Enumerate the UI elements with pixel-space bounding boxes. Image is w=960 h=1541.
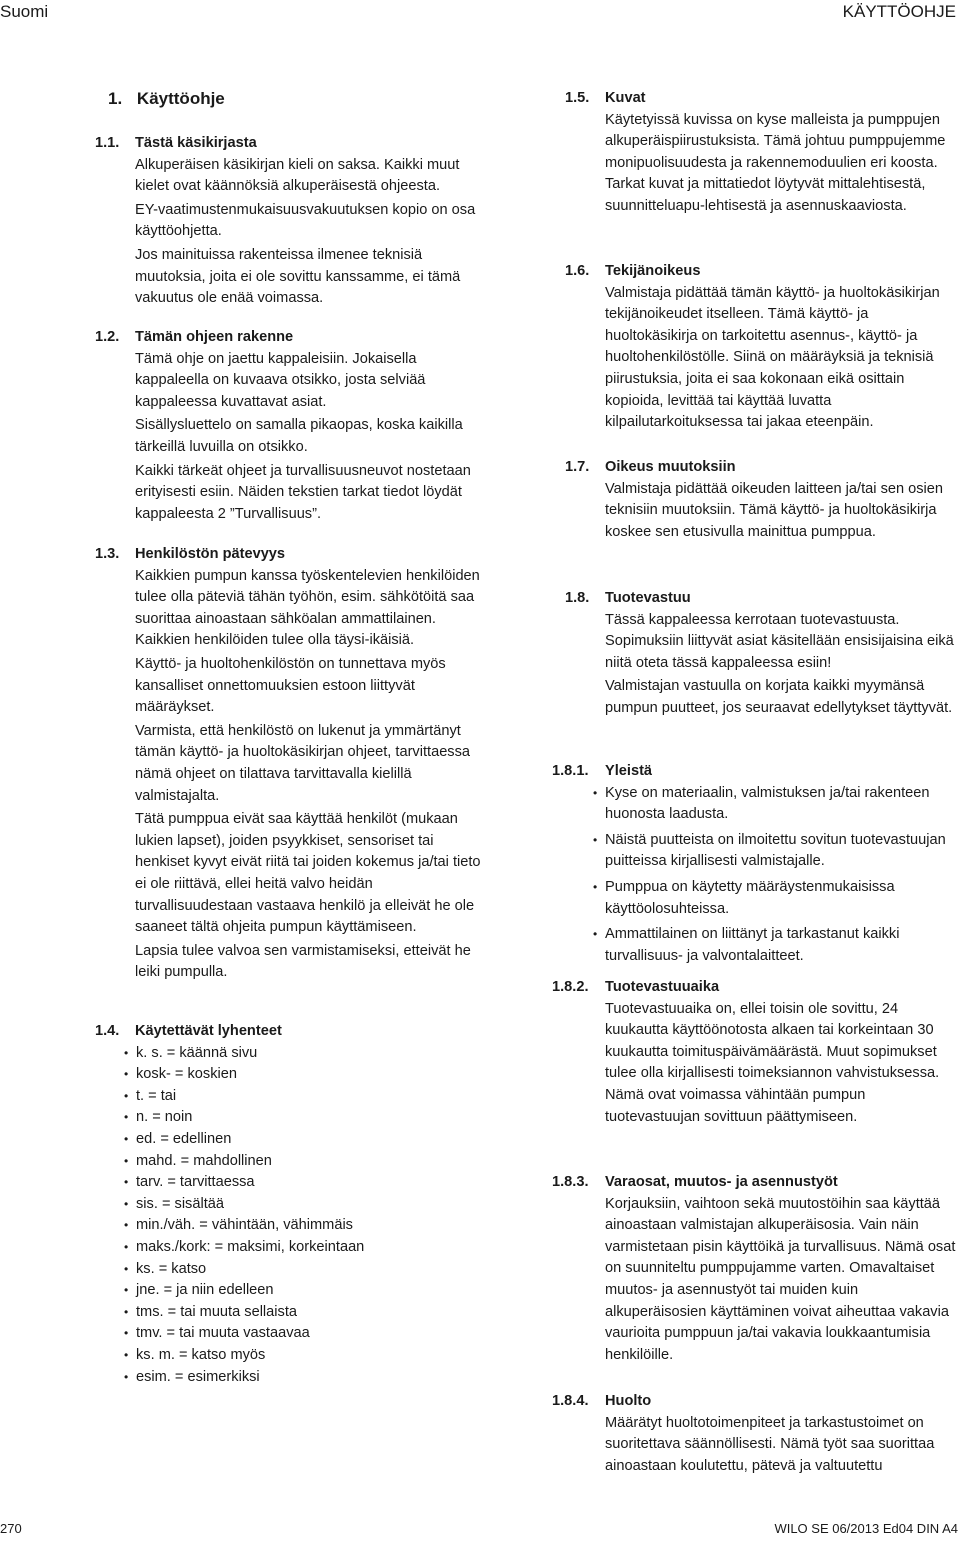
list-item: • ed. = edellinen (124, 1129, 490, 1151)
section-1-8-2 (548, 977, 960, 1128)
conditions-list (593, 783, 960, 968)
paragraph: Määrätyt huoltotoimenpiteet ja tarkastustoimet on suoritettava säännöllisesti. Nämä työt saa suorittaa ainoastaan koulutettu, pätevä ja valtuutettu (605, 1414, 935, 1474)
paragraph: Käytetyissä kuvissa on kyse malleista ja pumppujen alkuperäispiirustuksista. Tämä johtuu pumppujemme monipuolisuudesta ja rakennemoduulien eri koosta. Tarkat kuvat ja mittatiedot löytyvät mittalehtisestä, suunnitteluapu-lehtisestä ja asennuskaaviosta. (605, 111, 946, 214)
section-number: 1.8.3. (552, 1174, 589, 1190)
paragraph: Varmista, että henkilöstö on lukenut ja ymmärtänyt tämän käyttö- ja huoltokäsikirjan ohjeet, tarvittaessa nämä ohjeet on tilattava tarvittavalla kielillä valmistajalta. (135, 722, 471, 804)
list-item: • k. s. = käännä sivu (124, 1043, 490, 1065)
section-title: Yleistä (605, 763, 653, 779)
list-item: • esim. = esimerkiksi (124, 1367, 490, 1389)
main-heading-title: Käyttöohje (136, 89, 225, 108)
section-number: 1.2. (95, 329, 120, 345)
section-number: 1.8.4. (552, 1393, 589, 1409)
list-item: • mahd. = mahdollinen (124, 1151, 490, 1173)
section-1-7 (548, 457, 960, 543)
paragraph: Valmistaja pidättää oikeuden laitteen ja/tai sen osien teknisiin muutoksiin. Tämä käyttö- ja huoltokäsikirja koskee sen etusivulla mainittua pumppua. (605, 480, 944, 540)
section-title: Huolto (605, 1393, 652, 1409)
section-1-8-1 (548, 761, 960, 967)
section-number: 1.5. (565, 90, 590, 106)
paragraph: EY-vaatimustenmukaisuusvakuutuksen kopio on osa käyttöohjetta. (135, 201, 476, 240)
section-number: 1.3. (95, 546, 120, 562)
list-item: • min./väh. = vähintään, vähimmäis (124, 1215, 490, 1237)
footer-document-info: WILO SE 06/2013 Ed04 DIN A4 (774, 1521, 958, 1536)
paragraph: Valmistaja pidättää tämän käyttö- ja huoltokäsikirjan tekijänoikeudet itselleen. Tämä käyttö- ja huoltokäsikirja on tarkoitettu asennus-, käyttö- ja huoltohenkilöstölle. Siinä on määräyksiä ja teknisiä piirustuksia, joita ei saa kokonaan eikä osittain kopioida, levittää tai käyttää luvatta kilpailutarkoituksessa tai jakaa eteenpäin. (605, 284, 940, 431)
section-title: Varaosat, muutos- ja asennustyöt (605, 1174, 838, 1190)
section-title: Kuvat (605, 90, 646, 106)
header-title: KÄYTTÖOHJE (842, 2, 956, 21)
list-item: • Näistä puutteista on ilmoitettu sovitun tuotevastuujan puitteissa kirjallisesti valmistajalle. (593, 830, 960, 873)
section-title: Tuotevastuu (605, 590, 691, 606)
section-title: Henkilöstön pätevyys (135, 546, 286, 562)
list-item: • kosk- = koskien (124, 1064, 490, 1086)
section-1-8-4 (548, 1391, 960, 1477)
section-1-3 (0, 544, 490, 984)
paragraph: Tämä ohje on jaettu kappaleisiin. Jokaisella kappaleella on kuvaava otsikko, josta selviää kappaleessa kuvattavat asiat. (135, 350, 426, 410)
page-number: 270 (0, 1521, 22, 1536)
section-number: 1.4. (95, 1023, 120, 1039)
section-title: Tästä käsikirjasta (135, 135, 257, 151)
section-title: Tekijänoikeus (605, 263, 701, 279)
paragraph: Jos mainituissa rakenteissa ilmenee teknisiä muutoksia, joita ei ole sovittu kanssamme, ei tämä vakuutus ole enää voimassa. (135, 246, 461, 307)
section-1-1 (0, 133, 490, 310)
section-title: Tuotevastuuaika (605, 979, 720, 995)
section-title: Tämän ohjeen rakenne (135, 329, 294, 345)
section-1-4 (0, 1021, 490, 1388)
section-1-5 (548, 88, 960, 218)
abbreviation-list (124, 1043, 490, 1389)
main-heading (108, 88, 225, 110)
section-1-2 (0, 327, 490, 525)
list-item: • ks. m. = katso myös (124, 1345, 490, 1367)
paragraph: Tuotevastuuaika on, ellei toisin ole sovittu, 24 kuukautta käyttöönotosta alkaen tai korkeintaan 30 kuukautta toimituspäivämäärästä. Muut sopimukset tulee olla kirjallisesti toimeksiannon vahvistuksessa. Nämä ovat voimassa vähintään pumpun tuotevastuujan sovittuun päättymiseen. (605, 1000, 940, 1125)
section-number: 1.1. (95, 135, 120, 151)
list-item: • maks./kork: = maksimi, korkeintaan (124, 1237, 490, 1259)
list-item: • jne. = ja niin edelleen (124, 1280, 490, 1302)
section-number: 1.6. (565, 263, 590, 279)
list-item: • tms. = tai muuta sellaista (124, 1302, 490, 1324)
header-language: Suomi (0, 2, 49, 21)
section-title: Käytettävät lyhenteet (135, 1023, 282, 1039)
list-item: • Pumppua on käytetty määräystenmukaisissa käyttöolosuhteissa. (593, 877, 960, 920)
list-item: • Ammattilainen on liittänyt ja tarkastanut kaikki turvallisuus- ja valvontalaitteet. (593, 924, 960, 967)
paragraph: Lapsia tulee valvoa sen varmistamiseksi, etteivät he leiki pumpulla. (135, 942, 471, 981)
list-item: • tarv. = tarvittaessa (124, 1172, 490, 1194)
main-heading-number: 1. (108, 89, 123, 108)
list-item: • t. = tai (124, 1086, 490, 1108)
section-1-8-3 (548, 1172, 960, 1366)
paragraph: Kaikki tärkeät ohjeet ja turvallisuusneuvot nostetaan erityisesti esiin. Näiden tekstien tarkat tiedot löydät kappaleesta 2 ”Turvallisuus”. (135, 462, 471, 522)
paragraph: Kaikkien pumpun kanssa työskentelevien henkilöiden tulee olla päteviä tähän työhön, esim. sähkötöitä saa suorittaa ainoastaan sähköalan ammattilainen. Kaikkien henkilöiden tulee olla täysi-ikäisiä. (135, 567, 480, 649)
section-number: 1.8. (565, 590, 590, 606)
section-1-6 (548, 261, 960, 434)
list-item: • tmv. = tai muuta vastaavaa (124, 1323, 490, 1345)
section-1-8 (548, 588, 960, 720)
paragraph: Valmistajan vastuulla on korjata kaikki myymänsä pumpun puutteet, jos seuraavat edellytykset täyttyvät. (605, 678, 953, 716)
list-item: • n. = noin (124, 1107, 490, 1129)
list-item: • ks. = katso (124, 1259, 490, 1281)
paragraph: Tässä kappaleessa kerrotaan tuotevastuusta. Sopimuksiin liittyvät asiat käsitellään ensisijaisina eikä niitä oteta tässä kappaleessa esiin! (605, 611, 954, 671)
paragraph: Sisällysluettelo on samalla pikaopas, koska kaikilla tärkeillä luvuilla on otsikko. (135, 417, 463, 455)
list-item: • sis. = sisältää (124, 1194, 490, 1216)
paragraph: Tätä pumppua eivät saa käyttää henkilöt (mukaan lukien lapset), joiden psyykkiset, sensoriset tai henkiset kyvyt eivät riitä tai joiden kokemus ja/tai tieto ei ole riittävä, ellei heitä valvo heidän turvallisuudestaan vastaava henkilö ja elleivät he ole saaneet tältä ohjeita pumpun käyttämiseen. (135, 811, 481, 936)
section-title: Oikeus muutoksiin (605, 459, 736, 475)
paragraph: Käyttö- ja huoltohenkilöstön on tunnettava myös kansalliset onnettomuuksien estoon liittyvät määräykset. (135, 655, 446, 716)
section-number: 1.8.2. (552, 979, 589, 995)
section-number: 1.8.1. (552, 763, 589, 779)
paragraph: Alkuperäisen käsikirjan kieli on saksa. Kaikki muut kielet ovat käännöksiä alkuperäisestä ohjeesta. (135, 156, 460, 195)
list-item: • Kyse on materiaalin, valmistuksen ja/tai rakenteen huonosta laadusta. (593, 783, 960, 826)
paragraph: Korjauksiin, vaihtoon sekä muutostöihin saa käyttää ainoastaan valmistajan alkuperäisosia. Vain näin varmistetaan pisin käyttöikä ja turvallisuus. Nämä osat on suunniteltu pumppujamme varten. Omavaltaiset muutos- ja asennustyöt tai muiden kuin alkuperäisosien käyttäminen voivat aiheuttaa vakavia vaurioita pumppuun ja/tai vakavia loukkaantumisia henkilöille. (605, 1195, 956, 1363)
section-number: 1.7. (565, 459, 590, 475)
